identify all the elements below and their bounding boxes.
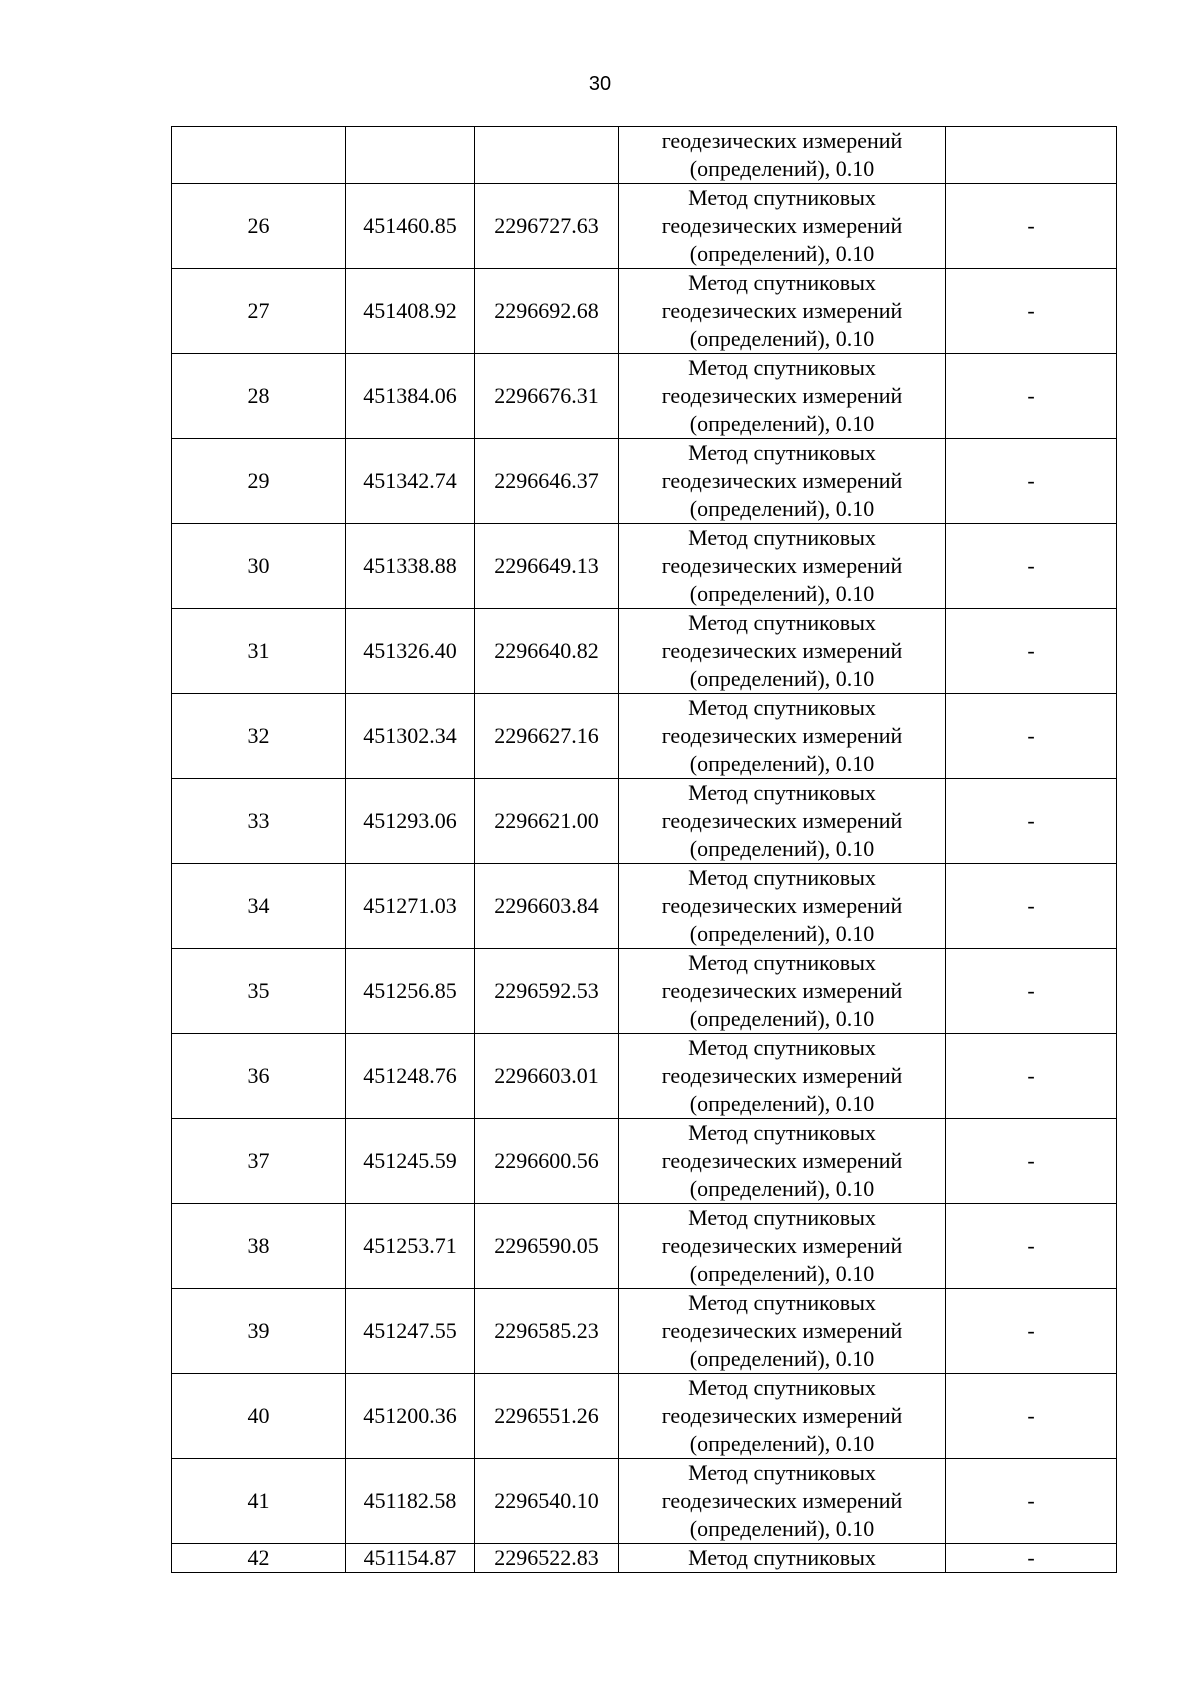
cell-y: 2296692.68 — [475, 269, 619, 354]
cell-x — [346, 127, 475, 184]
cell-y: 2296590.05 — [475, 1204, 619, 1289]
cell-num: 27 — [172, 269, 346, 354]
cell-note: - — [946, 184, 1117, 269]
method-line: геодезических измерений — [661, 1488, 903, 1513]
method-line: Метод спутниковых — [688, 1375, 876, 1400]
table-row — [172, 1204, 1117, 1289]
cell-note: - — [946, 1289, 1117, 1374]
cell-note: - — [946, 524, 1117, 609]
cell-note: - — [946, 1204, 1117, 1289]
cell-method — [619, 1459, 946, 1544]
method-line: (определений), 0.10 — [689, 666, 875, 691]
cell-num: 39 — [172, 1289, 346, 1374]
cell-method — [619, 1289, 946, 1374]
cell-method — [619, 694, 946, 779]
cell-num: 31 — [172, 609, 346, 694]
cell-note: - — [946, 1034, 1117, 1119]
method-line: (определений), 0.10 — [689, 326, 875, 351]
method-line: (определений), 0.10 — [689, 836, 875, 861]
cell-x: 451326.40 — [346, 609, 475, 694]
method-line: геодезических измерений — [661, 298, 903, 323]
method-line: геодезических измерений — [661, 1233, 903, 1258]
method-line: (определений), 0.10 — [689, 411, 875, 436]
method-line: геодезических измерений — [661, 213, 903, 238]
method-line: (определений), 0.10 — [689, 921, 875, 946]
cell-method — [619, 184, 946, 269]
cell-method — [619, 1204, 946, 1289]
cell-y: 2296676.31 — [475, 354, 619, 439]
cell-x: 451245.59 — [346, 1119, 475, 1204]
table-row — [172, 269, 1117, 354]
cell-method — [619, 1119, 946, 1204]
table-row — [172, 184, 1117, 269]
cell-method — [619, 269, 946, 354]
cell-note: - — [946, 949, 1117, 1034]
method-line: (определений), 0.10 — [689, 1006, 875, 1031]
cell-x: 451247.55 — [346, 1289, 475, 1374]
cell-note: - — [946, 269, 1117, 354]
cell-num: 40 — [172, 1374, 346, 1459]
cell-x: 451293.06 — [346, 779, 475, 864]
cell-num: 30 — [172, 524, 346, 609]
table-row — [172, 1544, 1117, 1573]
cell-num: 36 — [172, 1034, 346, 1119]
cell-y: 2296585.23 — [475, 1289, 619, 1374]
method-line: геодезических измерений — [661, 553, 903, 578]
cell-method — [619, 779, 946, 864]
cell-y: 2296522.83 — [475, 1544, 619, 1573]
cell-note: - — [946, 439, 1117, 524]
cell-y: 2296540.10 — [475, 1459, 619, 1544]
method-line: Метод спутниковых — [688, 950, 876, 975]
table-row — [172, 1459, 1117, 1544]
method-line: геодезических измерений — [661, 638, 903, 663]
cell-num: 38 — [172, 1204, 346, 1289]
method-line: Метод спутниковых — [688, 185, 876, 210]
method-line: геодезических измерений — [661, 978, 903, 1003]
cell-num: 35 — [172, 949, 346, 1034]
table-row — [172, 1034, 1117, 1119]
cell-note: - — [946, 779, 1117, 864]
cell-y: 2296621.00 — [475, 779, 619, 864]
table-row — [172, 524, 1117, 609]
cell-note: - — [946, 1374, 1117, 1459]
cell-y: 2296627.16 — [475, 694, 619, 779]
cell-x: 451342.74 — [346, 439, 475, 524]
table-row — [172, 864, 1117, 949]
cell-x: 451271.03 — [346, 864, 475, 949]
method-line: геодезических измерений — [661, 893, 903, 918]
cell-y — [475, 127, 619, 184]
cell-y: 2296603.01 — [475, 1034, 619, 1119]
cell-note: - — [946, 609, 1117, 694]
cell-num: 28 — [172, 354, 346, 439]
method-line: Метод спутниковых — [688, 440, 876, 465]
method-line: геодезических измерений — [661, 1318, 903, 1343]
method-line: (определений), 0.10 — [689, 156, 875, 181]
method-line: Метод спутниковых — [688, 610, 876, 635]
table-row — [172, 609, 1117, 694]
cell-x: 451248.76 — [346, 1034, 475, 1119]
table-row — [172, 1289, 1117, 1374]
method-line: (определений), 0.10 — [689, 496, 875, 521]
cell-x: 451256.85 — [346, 949, 475, 1034]
method-line: Метод спутниковых — [688, 1290, 876, 1315]
method-line: (определений), 0.10 — [689, 1261, 875, 1286]
table-row — [172, 1374, 1117, 1459]
method-line: (определений), 0.10 — [689, 1346, 875, 1371]
method-line: Метод спутниковых — [688, 865, 876, 890]
cell-x: 451302.34 — [346, 694, 475, 779]
method-line: Метод спутниковых — [688, 525, 876, 550]
cell-num: 26 — [172, 184, 346, 269]
cell-method — [619, 609, 946, 694]
method-line: (определений), 0.10 — [689, 1091, 875, 1116]
cell-y: 2296727.63 — [475, 184, 619, 269]
method-line: (определений), 0.10 — [689, 1431, 875, 1456]
table-row — [172, 1119, 1117, 1204]
cell-y: 2296640.82 — [475, 609, 619, 694]
method-line: Метод спутниковых — [688, 1460, 876, 1485]
cell-num: 29 — [172, 439, 346, 524]
method-line: Метод спутниковых — [688, 1205, 876, 1230]
method-line: Метод спутниковых — [688, 1120, 876, 1145]
method-line: Метод спутниковых — [688, 780, 876, 805]
cell-note: - — [946, 694, 1117, 779]
cell-y: 2296551.26 — [475, 1374, 619, 1459]
cell-method — [619, 1374, 946, 1459]
cell-note: - — [946, 1544, 1117, 1573]
table-body — [172, 127, 1117, 1573]
table-row — [172, 779, 1117, 864]
table-row — [172, 694, 1117, 779]
method-line: геодезических измерений — [661, 468, 903, 493]
cell-method — [619, 949, 946, 1034]
cell-x: 451200.36 — [346, 1374, 475, 1459]
table-row — [172, 354, 1117, 439]
cell-num: 32 — [172, 694, 346, 779]
cell-y: 2296646.37 — [475, 439, 619, 524]
cell-method — [619, 524, 946, 609]
method-line: геодезических измерений — [661, 1063, 903, 1088]
cell-num: 37 — [172, 1119, 346, 1204]
cell-x: 451460.85 — [346, 184, 475, 269]
cell-x: 451154.87 — [346, 1544, 475, 1573]
method-line: геодезических измерений — [661, 1403, 903, 1428]
cell-method — [619, 864, 946, 949]
cell-num: 41 — [172, 1459, 346, 1544]
cell-method — [619, 1544, 946, 1573]
cell-note: - — [946, 1459, 1117, 1544]
method-line: геодезических измерений — [661, 1148, 903, 1173]
cell-y: 2296649.13 — [475, 524, 619, 609]
table-row — [172, 949, 1117, 1034]
method-line: Метод спутниковых — [688, 270, 876, 295]
method-line: Метод спутниковых — [688, 1035, 876, 1060]
cell-num: 42 — [172, 1544, 346, 1573]
method-line: геодезических измерений — [661, 383, 903, 408]
cell-num: 33 — [172, 779, 346, 864]
cell-num: 34 — [172, 864, 346, 949]
cell-method — [619, 439, 946, 524]
cell-note: - — [946, 1119, 1117, 1204]
method-line: (определений), 0.10 — [689, 241, 875, 266]
cell-y: 2296600.56 — [475, 1119, 619, 1204]
cell-x: 451384.06 — [346, 354, 475, 439]
cell-num — [172, 127, 346, 184]
cell-x: 451253.71 — [346, 1204, 475, 1289]
cell-y: 2296603.84 — [475, 864, 619, 949]
method-line: (определений), 0.10 — [689, 751, 875, 776]
method-line: геодезических измерений — [661, 128, 903, 153]
cell-y: 2296592.53 — [475, 949, 619, 1034]
cell-x: 451408.92 — [346, 269, 475, 354]
coordinates-table — [171, 126, 1117, 1573]
cell-note — [946, 127, 1117, 184]
method-line: (определений), 0.10 — [689, 581, 875, 606]
method-line: Метод спутниковых — [688, 695, 876, 720]
method-line: (определений), 0.10 — [689, 1176, 875, 1201]
table-row — [172, 439, 1117, 524]
method-line: Метод спутниковых — [688, 355, 876, 380]
method-line: (определений), 0.10 — [689, 1516, 875, 1541]
method-line: Метод спутниковых — [688, 1545, 876, 1570]
cell-method — [619, 1034, 946, 1119]
cell-method — [619, 354, 946, 439]
method-line: геодезических измерений — [661, 808, 903, 833]
cell-note: - — [946, 864, 1117, 949]
cell-note: - — [946, 354, 1117, 439]
continuation-row — [172, 127, 1117, 184]
method-line: геодезических измерений — [661, 723, 903, 748]
cell-x: 451182.58 — [346, 1459, 475, 1544]
cell-method — [619, 127, 946, 184]
page-number: 30 — [588, 73, 612, 95]
cell-x: 451338.88 — [346, 524, 475, 609]
